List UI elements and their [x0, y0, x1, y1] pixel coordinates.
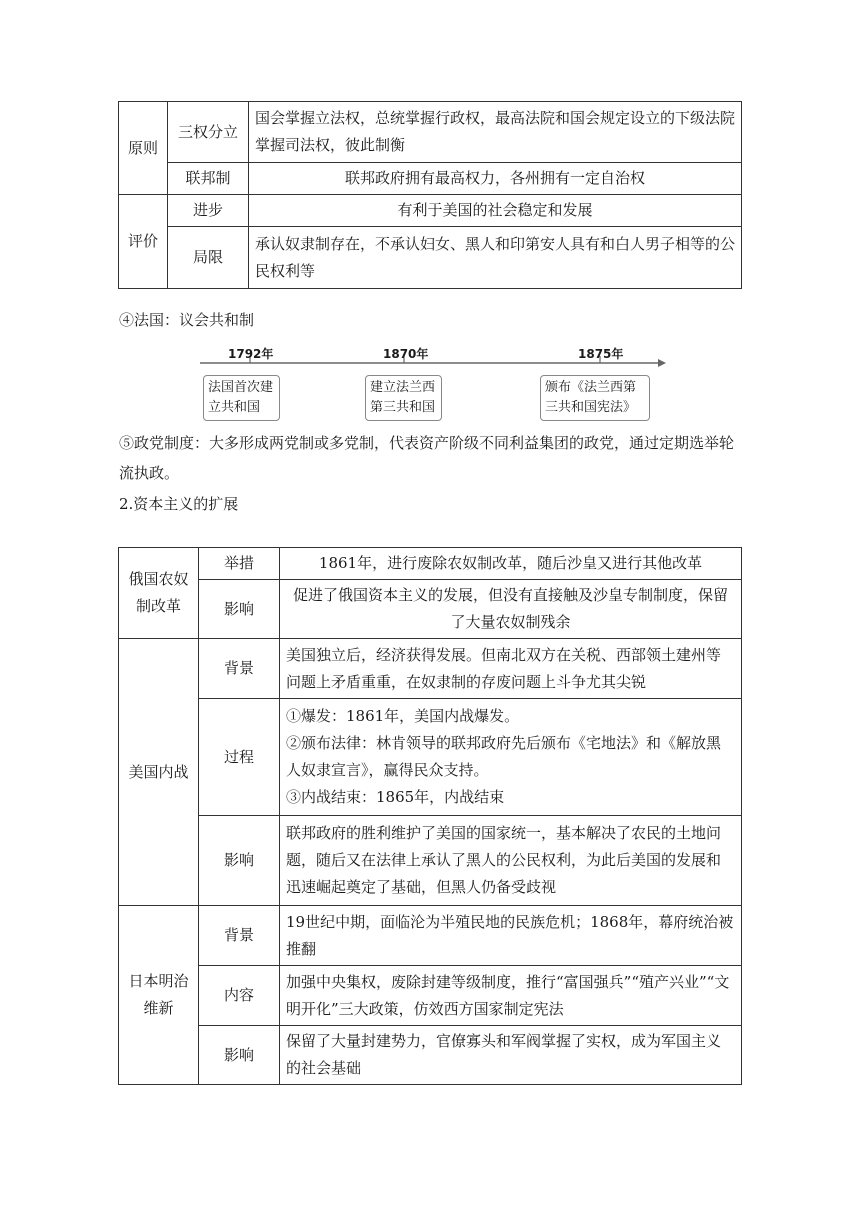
label-us-background: 背景 — [199, 639, 280, 699]
section-heading-capitalism-expansion: 2.资本主义的扩展 — [119, 495, 239, 513]
party-system-paragraph: ⑤政党制度：大多形成两党制或多党制，代表资产阶级不同利益集团的政党，通过定期选举轮流执政。 — [119, 434, 735, 482]
label-federalism: 联邦制 — [168, 163, 249, 195]
france-heading: ④法国：议会共和制 — [119, 311, 255, 329]
row-header-meiji: 日本明治维新 — [119, 906, 199, 1085]
label-us-impact: 影响 — [199, 816, 280, 906]
label-limitation: 局限 — [168, 227, 249, 289]
text-russia-measures: 1861年，进行废除农奴制改革，随后沙皇又进行其他改革 — [280, 548, 742, 580]
capitalism-expansion-table — [118, 547, 742, 1085]
text-progress: 有利于美国的社会稳定和发展 — [249, 195, 742, 227]
timeline-year-1875: 1875年 — [578, 347, 624, 361]
label-japan-content: 内容 — [199, 966, 280, 1026]
us-process-item-3: ③内战结束：1865年，内战结束 — [286, 788, 505, 806]
label-japan-background: 背景 — [199, 906, 280, 966]
us-process-item-2: ②颁布法律：林肯领导的联邦政府先后颁布《宅地法》和《解放黑人奴隶宣言》，赢得民众支持。 — [286, 734, 722, 779]
timeline-event-1870: 建立法兰西第三共和国 — [365, 375, 442, 421]
text-japan-content: 加强中央集权，废除封建等级制度，推行“富国强兵”“殖产兴业”“文明开化”三大政策，仿效西方国家制定宪法 — [280, 966, 742, 1026]
timeline-year-1870: 1870年 — [383, 347, 429, 361]
row-header-principle: 原则 — [119, 102, 168, 195]
timeline-event-1792: 法国首次建立共和国 — [203, 375, 280, 421]
text-us-impact: 联邦政府的胜利维护了美国的国家统一，基本解决了农民的土地问题，随后又在法律上承认了黑人的公民权利，为此后美国的发展和迅速崛起奠定了基础，但黑人仍备受歧视 — [280, 816, 742, 906]
label-japan-impact: 影响 — [199, 1026, 280, 1085]
text-us-background: 美国独立后，经济获得发展。但南北双方在关税、西部领土建州等问题上矛盾重重，在奴隶制的存废问题上斗争尤其尖锐 — [280, 639, 742, 699]
us-constitution-table — [118, 101, 742, 289]
text-japan-impact: 保留了大量封建势力，官僚寡头和军阀掌握了实权，成为军国主义的社会基础 — [280, 1026, 742, 1085]
label-us-process: 过程 — [199, 699, 280, 816]
label-russia-impact: 影响 — [199, 580, 280, 639]
label-russia-measures: 举措 — [199, 548, 280, 580]
row-header-evaluation: 评价 — [119, 195, 168, 289]
text-japan-background: 19世纪中期，面临沦为半殖民地的民族危机；1868年，幕府统治被推翻 — [280, 906, 742, 966]
timeline-event-1875: 颁布《法兰西第三共和国宪法》 — [540, 375, 650, 421]
row-header-russia: 俄国农奴制改革 — [119, 548, 199, 639]
timeline-year-1792: 1792年 — [228, 347, 274, 361]
us-process-item-1: ①爆发：1861年，美国内战爆发。 — [286, 707, 520, 725]
text-separation-of-powers: 国会掌握立法权，总统掌握行政权，最高法院和国会规定设立的下级法院掌握司法权，彼此制衡 — [249, 102, 742, 163]
row-header-us-civil-war: 美国内战 — [119, 639, 199, 906]
text-russia-impact: 促进了俄国资本主义的发展，但没有直接触及沙皇专制制度，保留了大量农奴制残余 — [280, 580, 742, 639]
label-progress: 进步 — [168, 195, 249, 227]
text-limitation: 承认奴隶制存在，不承认妇女、黑人和印第安人具有和白人男子相等的公民权利等 — [249, 227, 742, 289]
text-us-process — [280, 699, 742, 816]
label-separation-of-powers: 三权分立 — [168, 102, 249, 163]
text-federalism: 联邦政府拥有最高权力，各州拥有一定自治权 — [249, 163, 742, 195]
